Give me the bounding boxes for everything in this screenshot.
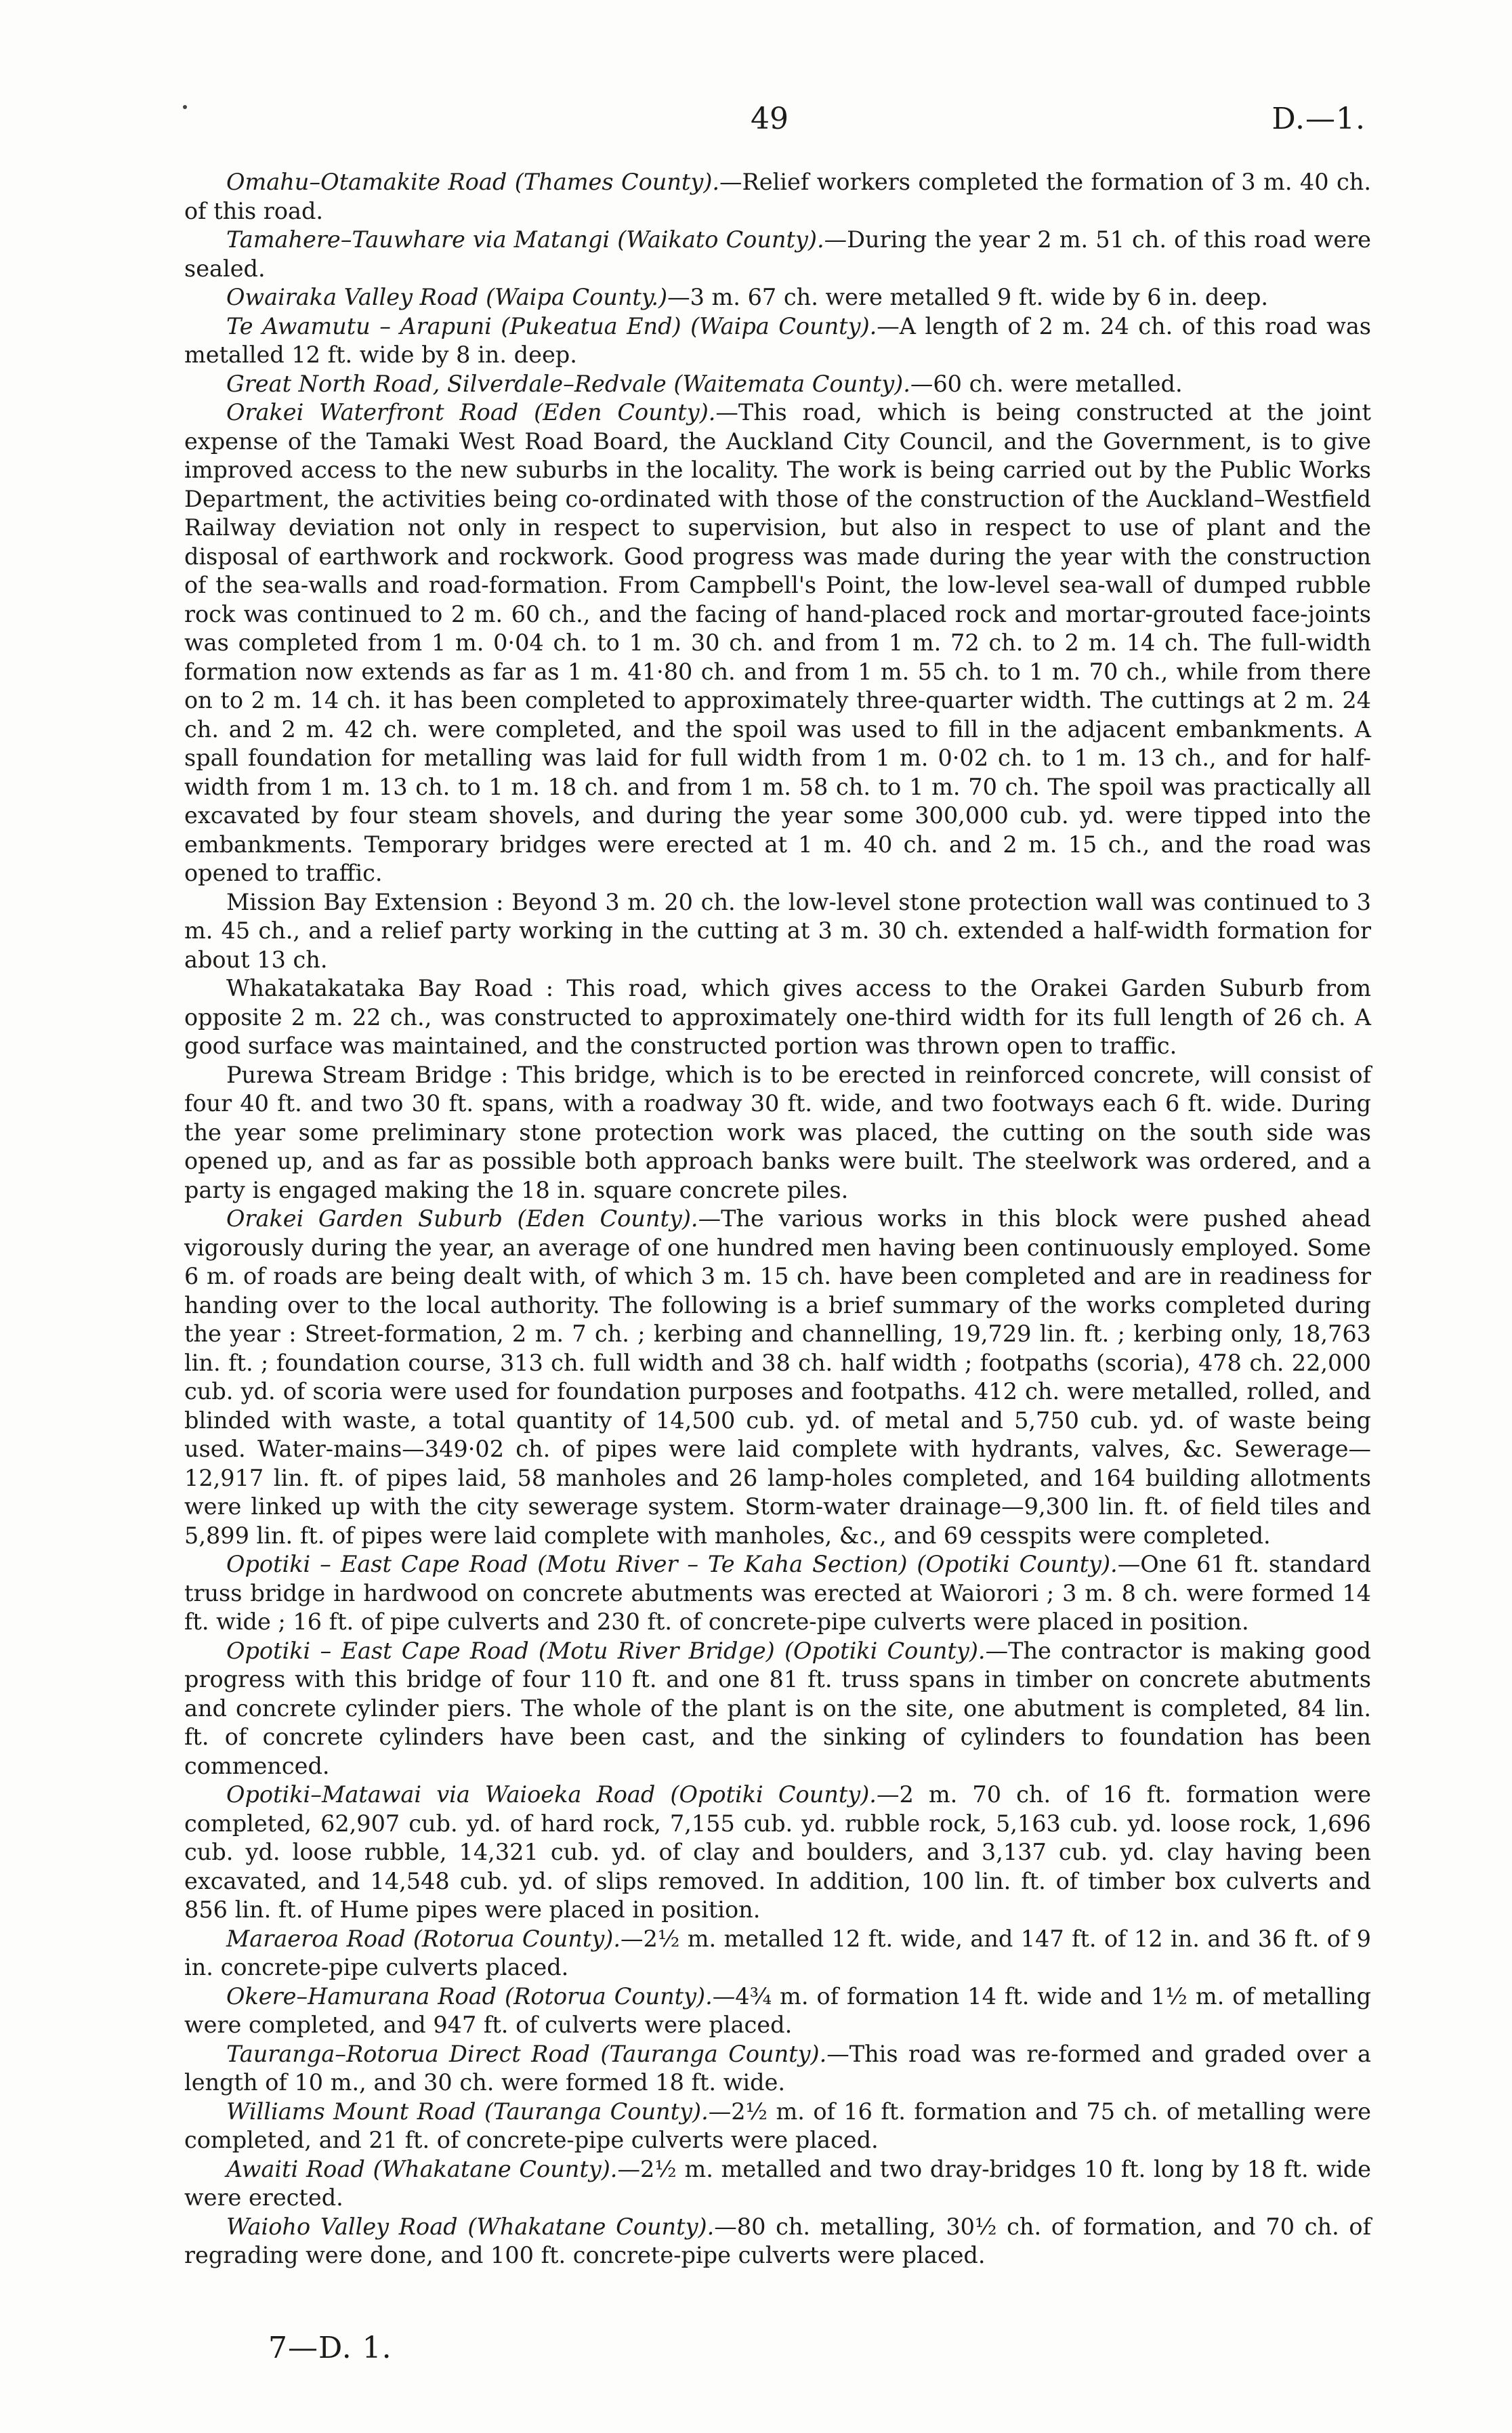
paragraph-text: —One 61 ft. standard truss bridge in hardwood on concrete abutments was erected at Waiorori ; 3 m. 8 ch. were formed 14 ft. wide ; 16 ft. of pipe culverts and 230 ft. of concrete-pipe culverts were placed in position. (184, 1551, 1371, 1635)
report-paragraph (184, 1061, 1371, 1205)
report-paragraph (184, 2213, 1371, 2270)
road-title: Owairaka Valley Road (Waipa County.) (226, 284, 668, 310)
footer-reference: 7—D. 1. (268, 2331, 392, 2365)
road-title: Opotiki–Matawai via Waioeka Road (Opotiki County). (226, 1781, 877, 1808)
report-paragraph (184, 1925, 1371, 1982)
report-paragraph (184, 2155, 1371, 2213)
report-paragraph (184, 312, 1371, 370)
road-title: Tamahere–Tauwhare via Matangi (Waikato County). (226, 226, 824, 253)
report-paragraph (184, 1781, 1371, 1925)
road-title: Great North Road, Silverdale–Redvale (Waitemata County). (226, 370, 910, 397)
report-paragraph (184, 2040, 1371, 2098)
paragraph-text: —2½ m. metalled 12 ft. wide, and 147 ft. of 12 in. and 36 ft. of 9 in. concrete-pipe culverts placed. (184, 1925, 1371, 1980)
report-paragraph (184, 1205, 1371, 1550)
paragraph-text: —3 m. 67 ch. were metalled 9 ft. wide by 6 in. deep. (667, 284, 1269, 310)
report-paragraph (184, 168, 1371, 226)
report-paragraph (184, 974, 1371, 1061)
road-title: Omahu–Otamakite Road (Thames County). (226, 169, 720, 195)
paragraph-text: —2½ m. of 16 ft. formation and 75 ch. of metalling were completed, and 21 ft. of concrete-pipe culverts were placed. (184, 2098, 1371, 2153)
document-reference: D.—1. (1272, 102, 1366, 136)
road-title: Williams Mount Road (Tauranga County). (226, 2098, 709, 2125)
paragraph-text: Purewa Stream Bridge : This bridge, which is to be erected in reinforced concrete, will consist of four 40 ft. and two 30 ft. spans, with a roadway 30 ft. wide, and two footways each 6 ft. wide. During the year some preliminary stone protection work was placed, the cutting on the south side was opened up, and as far as possible both approach banks were built. The steelwork was ordered, and a party is engaged making the 18 in. square concrete piles. (184, 1061, 1371, 1203)
paragraph-text: Mission Bay Extension : Beyond 3 m. 20 ch. the low-level stone protection wall was continued to 3 m. 45 ch., and a relief party working in the cutting at 3 m. 30 ch. extended a half-width formation for about 13 ch. (184, 888, 1371, 973)
report-paragraph (184, 283, 1371, 312)
paragraph-text: —The various works in this block were pushed ahead vigorously during the year, an average of one hundred men having been continuously employed. Some 6 m. of roads are being dealt with, of which 3 m. 15 ch. have been completed and are in readiness for handing over to the local authority. The following is a brief summary of the works completed during the year : Street-formation, 2 m. 7 ch. ; kerbing and channelling, 19,729 lin. ft. ; kerbing only, 18,763 lin. ft. ; foundation course, 313 ch. full width and 38 ch. half width ; footpaths (scoria), 478 ch. 22,000 cub. yd. of scoria were used for foundation purposes and footpaths. 412 ch. were metalled, rolled, and blinded with waste, a total quantity of 14,500 cub. yd. of metal and 5,750 cub. yd. of waste being used. Water-mains—349·02 ch. of pipes were laid complete with hydrants, valves, &c. Sewerage—12,917 lin. ft. of pipes laid, 58 manholes and 26 lamp-holes completed, and 164 building allotments were linked up with the city sewerage system. Storm-water drainage—9,300 lin. ft. of field tiles and 5,899 lin. ft. of pipes were laid complete with manholes, &c., and 69 cesspits were completed. (184, 1205, 1371, 1549)
body-text (184, 168, 1371, 2270)
report-paragraph (184, 1982, 1371, 2040)
paragraph-text: —4¾ m. of formation 14 ft. wide and 1½ m. of metalling were completed, and 947 ft. of culverts were placed. (184, 1982, 1371, 2038)
road-title: Maraeroa Road (Rotorua County). (226, 1925, 621, 1952)
road-title: Te Awamutu – Arapuni (Pukeatua End) (Waipa County). (226, 312, 877, 339)
paragraph-text: —This road was re-formed and graded over a length of 10 m., and 30 ch. were formed 18 ft. wide. (184, 2040, 1372, 2096)
report-paragraph (184, 398, 1371, 888)
page-header (0, 102, 1512, 149)
paragraph-text: —This road, which is being constructed at the joint expense of the Tamaki West Road Board, the Auckland City Council, and the Government, is to give improved access to the new suburbs in the locality. The work is being carried out by the Public Works Department, the activities being co-ordinated with those of the construction of the Auckland–Westfield Railway deviation not only in respect to supervision, but also in respect to use of plant and the disposal of earthwork and rockwork. Good progress was made during the year with the construction of the sea-walls and road-formation. From Campbell's Point, the low-level sea-wall of dumped rubble rock was continued to 2 m. 60 ch., and the facing of hand-placed rock and mortar-grouted face-joints was completed from 1 m. 0·04 ch. to 1 m. 30 ch. and from 1 m. 72 ch. to 2 m. 14 ch. The full-width formation now extends as far as 1 m. 41·80 ch. and from 1 m. 55 ch. to 1 m. 70 ch., while from there on to 2 m. 14 ch. it has been completed to approximately three-quarter width. The cuttings at 2 m. 24 ch. and 2 m. 42 ch. were completed, and the spoil was used to fill in the adjacent embankments. A spall foundation for metalling was laid for full width from 1 m. 0·02 ch. to 1 m. 13 ch., and for half-width from 1 m. 13 ch. to 1 m. 18 ch. and from 1 m. 58 ch. to 1 m. 70 ch. The spoil was practically all excavated by four steam shovels, and during the year some 300,000 cub. yd. were tipped into the embankments. Temporary bridges were erected at 1 m. 40 ch. and 2 m. 15 ch., and the road was opened to traffic. (184, 399, 1371, 886)
page-number: 49 (751, 102, 789, 136)
road-title: Opotiki – East Cape Road (Motu River – Te Kaha Section) (Opotiki County). (226, 1551, 1118, 1577)
report-paragraph (184, 1637, 1371, 1781)
paragraph-text: —During the year 2 m. 51 ch. of this road were sealed. (184, 226, 1372, 282)
paragraph-text: —A length of 2 m. 24 ch. of this road was metalled 12 ft. wide by 8 in. deep. (184, 312, 1371, 368)
road-title: Okere–Hamurana Road (Rotorua County). (226, 1982, 713, 2010)
road-title: Waioho Valley Road (Whakatane County). (226, 2213, 715, 2240)
report-paragraph (184, 2098, 1371, 2155)
road-title: Orakei Waterfront Road (Eden County). (226, 399, 716, 425)
paragraph-text: —The contractor is making good progress with this bridge of four 110 ft. and one 81 ft. truss spans in timber on concrete abutments and concrete cylinder piers. The whole of the plant is on the site, one abutment is completed, 84 lin. ft. of concrete cylinders have been cast, and the sinking of cylinders to foundation has been commenced. (184, 1637, 1371, 1779)
report-paragraph (184, 1550, 1371, 1637)
report-paragraph (184, 888, 1371, 975)
road-title: Tauranga–Rotorua Direct Road (Tauranga County). (226, 2040, 827, 2067)
road-title: Awaiti Road (Whakatane County). (226, 2155, 618, 2182)
paragraph-text: —Relief workers completed the formation of 3 m. 40 ch. of this road. (184, 169, 1371, 224)
paragraph-text: —60 ch. were metalled. (910, 370, 1183, 397)
paragraph-text: —2 m. 70 ch. of 16 ft. formation were completed, 62,907 cub. yd. of hard rock, 7,155 cub. yd. rubble rock, 5,163 cub. yd. loose rock, 1,696 cub. yd. loose rubble, 14,321 cub. yd. of clay and boulders, and 3,137 cub. yd. clay having been excavated, and 14,548 cub. yd. of slips removed. In addition, 100 lin. ft. of timber box culverts and 856 lin. ft. of Hume pipes were placed in position. (184, 1781, 1371, 1923)
paragraph-text: —2½ m. metalled and two dray-bridges 10 ft. long by 18 ft. wide were erected. (184, 2155, 1371, 2211)
paragraph-text: Whakatakataka Bay Road : This road, which gives access to the Orakei Garden Suburb from opposite 2 m. 22 ch., was constructed to approximately one-third width for its full length of 26 ch. A good surface was maintained, and the constructed portion was thrown open to traffic. (184, 975, 1371, 1059)
report-paragraph (184, 226, 1371, 283)
road-title: Opotiki – East Cape Road (Motu River Bridge) (Opotiki County). (226, 1637, 986, 1664)
report-paragraph (184, 370, 1371, 399)
road-title: Orakei Garden Suburb (Eden County). (226, 1205, 698, 1232)
paragraph-text: —80 ch. metalling, 30½ ch. of formation, and 70 ch. of regrading were done, and 100 ft. concrete-pipe culverts were placed. (184, 2213, 1371, 2268)
